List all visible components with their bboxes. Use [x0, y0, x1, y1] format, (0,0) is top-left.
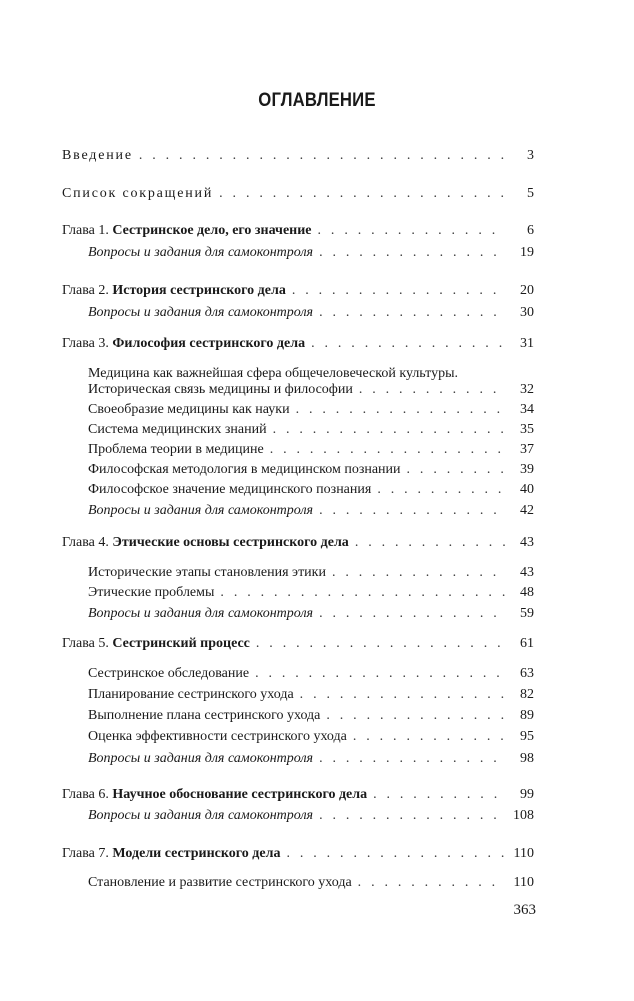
toc-entry-label: Введение [62, 148, 133, 163]
toc-subentry[interactable] [88, 664, 534, 684]
toc-subentry[interactable] [88, 501, 534, 521]
chapter-prefix: Глава 2. [62, 283, 113, 298]
toc-entry-label [62, 334, 305, 354]
page-number: 363 [513, 902, 536, 918]
toc-subentry[interactable] [88, 727, 534, 747]
toc-chapter-1[interactable] [62, 221, 534, 241]
leader-dots [319, 806, 506, 826]
toc-subentry[interactable] [88, 806, 534, 826]
toc-entry-label: Становление и развитие сестринского ухода [88, 875, 352, 890]
leader-dots [332, 563, 506, 583]
leader-dots [270, 440, 506, 460]
toc-chapter-2[interactable] [62, 281, 534, 301]
toc-entry-label: Исторические этапы становления этики [88, 565, 326, 580]
chapter-title: Сестринское дело, его значение [112, 223, 312, 238]
toc-entry-introduction[interactable] [62, 146, 534, 166]
toc-entry-label: Планирование сестринского ухода [88, 687, 294, 702]
toc-subentry[interactable] [88, 706, 534, 726]
toc-page-number: 110 [513, 875, 534, 890]
toc-page-number: 59 [520, 606, 534, 621]
toc-subentry-line[interactable]: Медицина как важнейшая сфера общечеловеческой культуры. [88, 366, 459, 381]
leader-dots [353, 727, 506, 747]
toc-page-number: 3 [527, 148, 534, 163]
toc-subentry[interactable] [88, 873, 534, 893]
toc-chapter-6[interactable] [62, 785, 534, 805]
leader-dots [255, 664, 506, 684]
chapter-title: Этические основы сестринского дела [112, 535, 349, 550]
leader-dots [220, 583, 506, 603]
toc-page-number: 61 [520, 636, 534, 651]
chapter-prefix: Глава 7. [62, 846, 113, 861]
toc-chapter-7[interactable] [62, 844, 534, 864]
toc-entry-abbreviations[interactable] [62, 184, 534, 204]
toc-subentry[interactable] [88, 460, 534, 480]
toc-subentry[interactable] [88, 243, 534, 263]
toc-subentry[interactable] [88, 303, 534, 323]
toc-entry-label [62, 533, 349, 553]
toc-page-number: 40 [520, 482, 534, 497]
toc-subentry[interactable] [88, 583, 534, 603]
toc-subentry[interactable] [88, 604, 534, 624]
toc-entry-label [62, 221, 312, 241]
toc-subentry[interactable] [88, 440, 534, 460]
leader-dots [377, 480, 506, 500]
leader-dots [318, 221, 506, 241]
toc-page-number: 89 [520, 708, 534, 723]
toc-page-number: 43 [520, 535, 534, 550]
toc-subentry[interactable] [88, 380, 534, 400]
chapter-title: Модели сестринского дела [112, 846, 281, 861]
toc-page-number: 43 [520, 565, 534, 580]
chapter-title: Философия сестринского дела [112, 336, 306, 351]
toc-page-number: 110 [513, 846, 534, 861]
toc-entry-label: Вопросы и задания для самоконтроля [88, 606, 314, 621]
toc-page-number: 6 [527, 223, 534, 238]
toc-entry-label: Вопросы и задания для самоконтроля [88, 245, 314, 260]
toc-entry-label [62, 785, 367, 805]
toc-entry-label: Своеобразие медицины как науки [88, 402, 290, 417]
leader-dots [256, 634, 506, 654]
toc-page-number: 32 [520, 382, 534, 397]
toc-page-number: 39 [520, 462, 534, 477]
toc-entry-label: Вопросы и задания для самоконтроля [88, 808, 314, 823]
leader-dots [300, 685, 506, 705]
leader-dots [407, 460, 506, 480]
leader-dots [219, 184, 506, 204]
toc-entry-label [62, 634, 250, 654]
toc-subentry[interactable] [88, 420, 534, 440]
toc-entry-label: Вопросы и задания для самоконтроля [88, 305, 314, 320]
toc-page-number: 37 [520, 442, 534, 457]
leader-dots [286, 844, 506, 864]
toc-entry-label: Проблема теории в медицине [88, 442, 264, 457]
toc-page-number: 19 [520, 245, 534, 260]
toc-subentry[interactable] [88, 563, 534, 583]
toc-page-number: 98 [520, 751, 534, 766]
toc-chapter-4[interactable] [62, 533, 534, 553]
toc-page-number: 99 [520, 787, 534, 802]
toc-entry-label [62, 281, 286, 301]
toc-entry-label: Этические проблемы [88, 585, 215, 600]
chapter-prefix: Глава 4. [62, 535, 113, 550]
toc-chapter-3[interactable] [62, 334, 534, 354]
toc-entry-label: Вопросы и задания для самоконтроля [88, 503, 314, 518]
leader-dots [359, 380, 506, 400]
leader-dots [319, 243, 506, 263]
leader-dots [311, 334, 506, 354]
toc-entry-label: Философское значение медицинского познания [88, 482, 372, 497]
toc-page-number: 34 [520, 402, 534, 417]
toc-page-number: 30 [520, 305, 534, 320]
toc-page-number: 31 [520, 336, 534, 351]
leader-dots [319, 749, 506, 769]
toc-entry-label: Вопросы и задания для самоконтроля [88, 751, 314, 766]
leader-dots [273, 420, 506, 440]
toc-page-number: 35 [520, 422, 534, 437]
toc-subentry[interactable] [88, 480, 534, 500]
toc-subentry[interactable] [88, 685, 534, 705]
page-title: ОГЛАВЛЕНИЕ [258, 90, 376, 111]
leader-dots [319, 501, 506, 521]
toc-entry-label: Система медицинских знаний [88, 422, 267, 437]
toc-page-number: 63 [520, 666, 534, 681]
leader-dots [319, 604, 506, 624]
toc-chapter-5[interactable] [62, 634, 534, 654]
leader-dots [319, 303, 506, 323]
toc-page-number: 48 [520, 585, 534, 600]
toc-entry-label: Выполнение плана сестринского ухода [88, 708, 321, 723]
toc-entry-label: Оценка эффективности сестринского ухода [88, 729, 347, 744]
toc-page-number: 20 [520, 283, 534, 298]
toc-entry-label: Список сокращений [62, 186, 214, 201]
toc-page-number: 5 [527, 186, 534, 201]
chapter-prefix: Глава 6. [62, 787, 113, 802]
chapter-title: Научное обоснование сестринского дела [112, 787, 368, 802]
leader-dots [292, 281, 506, 301]
leader-dots [373, 785, 506, 805]
chapter-prefix: Глава 1. [62, 223, 113, 238]
leader-dots [326, 706, 506, 726]
chapter-prefix: Глава 3. [62, 336, 113, 351]
toc-page-number: 95 [520, 729, 534, 744]
leader-dots [358, 873, 506, 893]
chapter-title: Сестринский процесс [112, 636, 250, 651]
chapter-title: История сестринского дела [112, 283, 286, 298]
toc-entry-label [62, 844, 280, 864]
toc-page-number: 82 [520, 687, 534, 702]
chapter-prefix: Глава 5. [62, 636, 113, 651]
toc-entry-label: Сестринское обследование [88, 666, 250, 681]
toc-entry-label: Историческая связь медицины и философии [88, 382, 353, 397]
leader-dots [296, 400, 506, 420]
leader-dots [355, 533, 506, 553]
toc-subentry[interactable] [88, 749, 534, 769]
toc-page-number: 108 [513, 808, 534, 823]
toc-page-number: 42 [520, 503, 534, 518]
toc-entry-label: Философская методология в медицинском познании [88, 462, 401, 477]
toc-subentry[interactable] [88, 400, 534, 420]
leader-dots [139, 146, 506, 166]
